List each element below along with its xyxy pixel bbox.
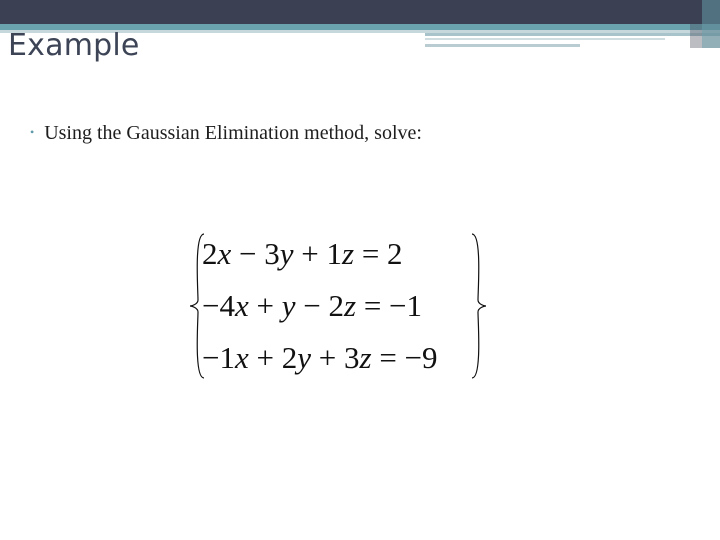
equation-variable: z [343, 288, 357, 323]
equation-term: −1 [202, 340, 235, 375]
equation-term: + [248, 288, 282, 323]
equation-term: −4 [202, 288, 235, 323]
equation-term: = 2 [354, 236, 403, 271]
equation-term: + 2 [248, 340, 298, 375]
equation-system [190, 230, 486, 382]
equation-term: + 3 [311, 340, 360, 375]
equation-row-2 [202, 288, 422, 324]
slide-title: Example [8, 28, 140, 63]
equation-variable: x [234, 288, 249, 323]
equation-term: − 3 [231, 236, 280, 271]
equation-row-1 [202, 236, 403, 272]
equation-term: − 2 [295, 288, 344, 323]
equation-variable: y [281, 288, 296, 323]
equation-variable: y [297, 340, 311, 375]
equation-variable: x [234, 340, 249, 375]
equation-variable: z [342, 236, 355, 271]
equation-variable: y [279, 236, 294, 271]
bullet-marker-icon: • [30, 125, 35, 139]
equation-term: = −9 [371, 340, 438, 375]
equation-variable: x [217, 236, 232, 271]
equation-row-3 [202, 340, 438, 376]
bullet-text: Using the Gaussian Elimination method, solve: [44, 122, 422, 144]
equation-term: = −1 [356, 288, 423, 323]
equation-term: 2 [202, 236, 218, 271]
equation-term: + 1 [293, 236, 342, 271]
bullet-item [30, 122, 422, 145]
equation-variable: z [359, 340, 372, 375]
